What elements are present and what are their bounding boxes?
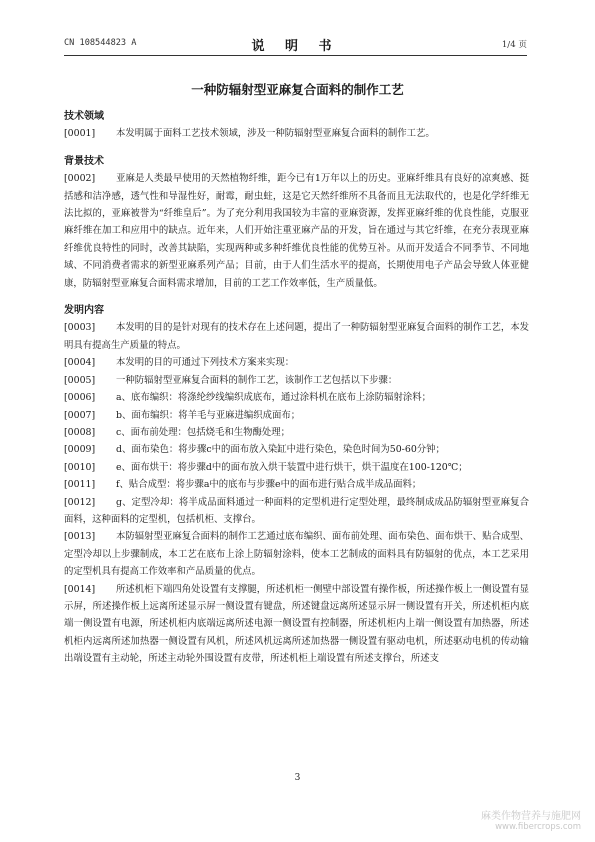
paragraph [64,441,529,458]
paragraph-number: [0002] [64,173,96,185]
watermark-url: www.fibercrops.com [495,822,581,832]
watermark-title: 麻类作物营养与施肥网 [481,811,581,822]
paragraph-number: [0005] [64,374,96,386]
paragraph-number: [0012] [64,496,96,508]
paragraph-number: [0008] [64,426,96,438]
paragraph-text: d、面布染色：将步骤c中的面布放入染缸中进行染色，染色时间为50-60分钟； [116,444,445,456]
paragraph-number: [0003] [64,322,96,334]
paragraph-text: 本防辐射型亚麻复合面料的制作工艺通过底布编织、面布前处理、面布染色、面布烘干、贴合成型、定型冷却以上步骤制成，本工艺在底布上涂上防辐射涂料，使本工艺制成的面料具有防辐射的优点，本工艺采用的定型机具有提高工作效率和产品质量的优点。 [64,531,529,578]
paragraph [64,372,529,389]
paragraph [64,125,529,142]
document-title: 一种防辐射型亚麻复合面料的制作工艺 [191,82,404,97]
paragraph-number: [0011] [64,479,96,491]
paragraph [64,528,529,580]
paragraph-text: a、底布编织：将涤纶纱线编织成底布，通过涂料机在底布上涂防辐射涂料； [116,392,431,404]
paragraph-text: b、面布编织：将羊毛与亚麻进编织成面布； [116,409,301,421]
paragraph-text: 亚麻是人类最早使用的天然植物纤维，距今已有1万年以上的历史。亚麻纤维具有良好的凉爽感、挺括感和洁净感，透气性和导湿性好，耐霉，耐虫蛀，这是它天然纤维所不具备而且无法取代的，也是化学纤维无法比拟的，亚麻被誉为“纤维皇后”。为了充分利用我国较为丰富的亚麻资源，发挥亚麻纤维的优良性能，克服亚麻纤维在加工和应用中的缺点。近年来，人们开始注重亚麻产品的开发，旨在通过与其它纤维，在充分表现亚麻纤维优良特性的同时，改善其缺陷，实现两种或多种纤维优良性能的优势互补。从而开发适合不同季节、不同地域、不同消费者需求的新型亚麻系列产品；目前，由于人们生活水平的提高，长期使用电子产品会导致人体亚健康，防辐射型亚麻复合面料需求增加，目前的工艺工作效率低，生产质量低。 [64,173,529,289]
paragraph-text: 一种防辐射型亚麻复合面料的制作工艺，该制作工艺包括以下步骤： [116,374,398,386]
paragraph [64,424,529,441]
paragraph [64,170,529,292]
paragraph-number: [0004] [64,357,96,369]
paragraph [64,319,529,354]
paragraph [64,389,529,406]
watermark [481,807,581,832]
document-body [64,108,529,668]
paragraph-number: [0010] [64,461,96,473]
header-rule [64,55,527,56]
paragraph-text: 本发明的目的可通过下列技术方案来实现： [116,357,295,369]
paragraph-text: e、面布烘干：将步骤d中的面布放入烘干装置中进行烘干，烘干温度在100-120℃； [116,461,468,473]
paragraph-text: c、面布前处理：包括烧毛和生物酶处理； [116,426,291,438]
section-heading: 背景技术 [64,155,104,167]
page-indicator: 1/4 页 [501,40,527,50]
patent-number: CN 108544823 A [64,38,137,48]
page-header [64,36,527,54]
paragraph [64,476,529,493]
paragraph-number: [0014] [64,583,96,595]
paragraph-number: [0007] [64,409,96,421]
paragraph [64,581,529,668]
paragraph-text: 本发明的目的是针对现有的技术存在上述问题，提出了一种防辐射型亚麻复合面料的制作工艺，本发明具有提高生产质量的特点。 [64,322,529,351]
document-type: 说 明 书 [251,39,340,54]
paragraph-number: [0013] [64,531,96,543]
paragraph-text: 所述机柜下端四角处设置有支撑腿，所述机柜一侧壁中部设置有操作板，所述操作板上一侧设置有显示屏，所述操作板上远离所述显示屏一侧设置有键盘，所述键盘远离所述显示屏一侧设置有开关，所述机柜内底端一侧设置有电源，所述机柜内底端远离所述电源一侧设置有控制器，所述机柜内上端一侧设置有加热器，所述机柜内远离所述加热器一侧设置有风机，所述风机远离所述加热器一侧设置有驱动电机，所述驱动电机的传动输出端设置有主动轮，所述主动轮外围设置有皮带，所述机柜上端设置有所述支撑台，所述支 [64,583,529,665]
paragraph-text: g、定型冷却：将半成品面料通过一种面料的定型机进行定型处理，最终制成成品防辐射型亚麻复合面料，这种面料的定型机，包括机柜、支撑台。 [64,496,529,525]
paragraph [64,354,529,371]
paragraph-text: 本发明属于面料工艺技术领域，涉及一种防辐射型亚麻复合面料的制作工艺。 [116,128,435,140]
paragraph-text: f、贴合成型：将步骤a中的底布与步骤e中的面布进行贴合成半成品面料； [116,479,422,491]
paragraph [64,407,529,424]
paragraph [64,494,529,529]
paragraph-number: [0009] [64,444,96,456]
section-heading: 发明内容 [64,305,104,317]
paragraph-number: [0006] [64,392,96,404]
section-heading: 技术领域 [64,111,104,122]
paragraph-number: [0001] [64,128,96,140]
page-number: 3 [294,773,301,783]
paragraph [64,459,529,476]
